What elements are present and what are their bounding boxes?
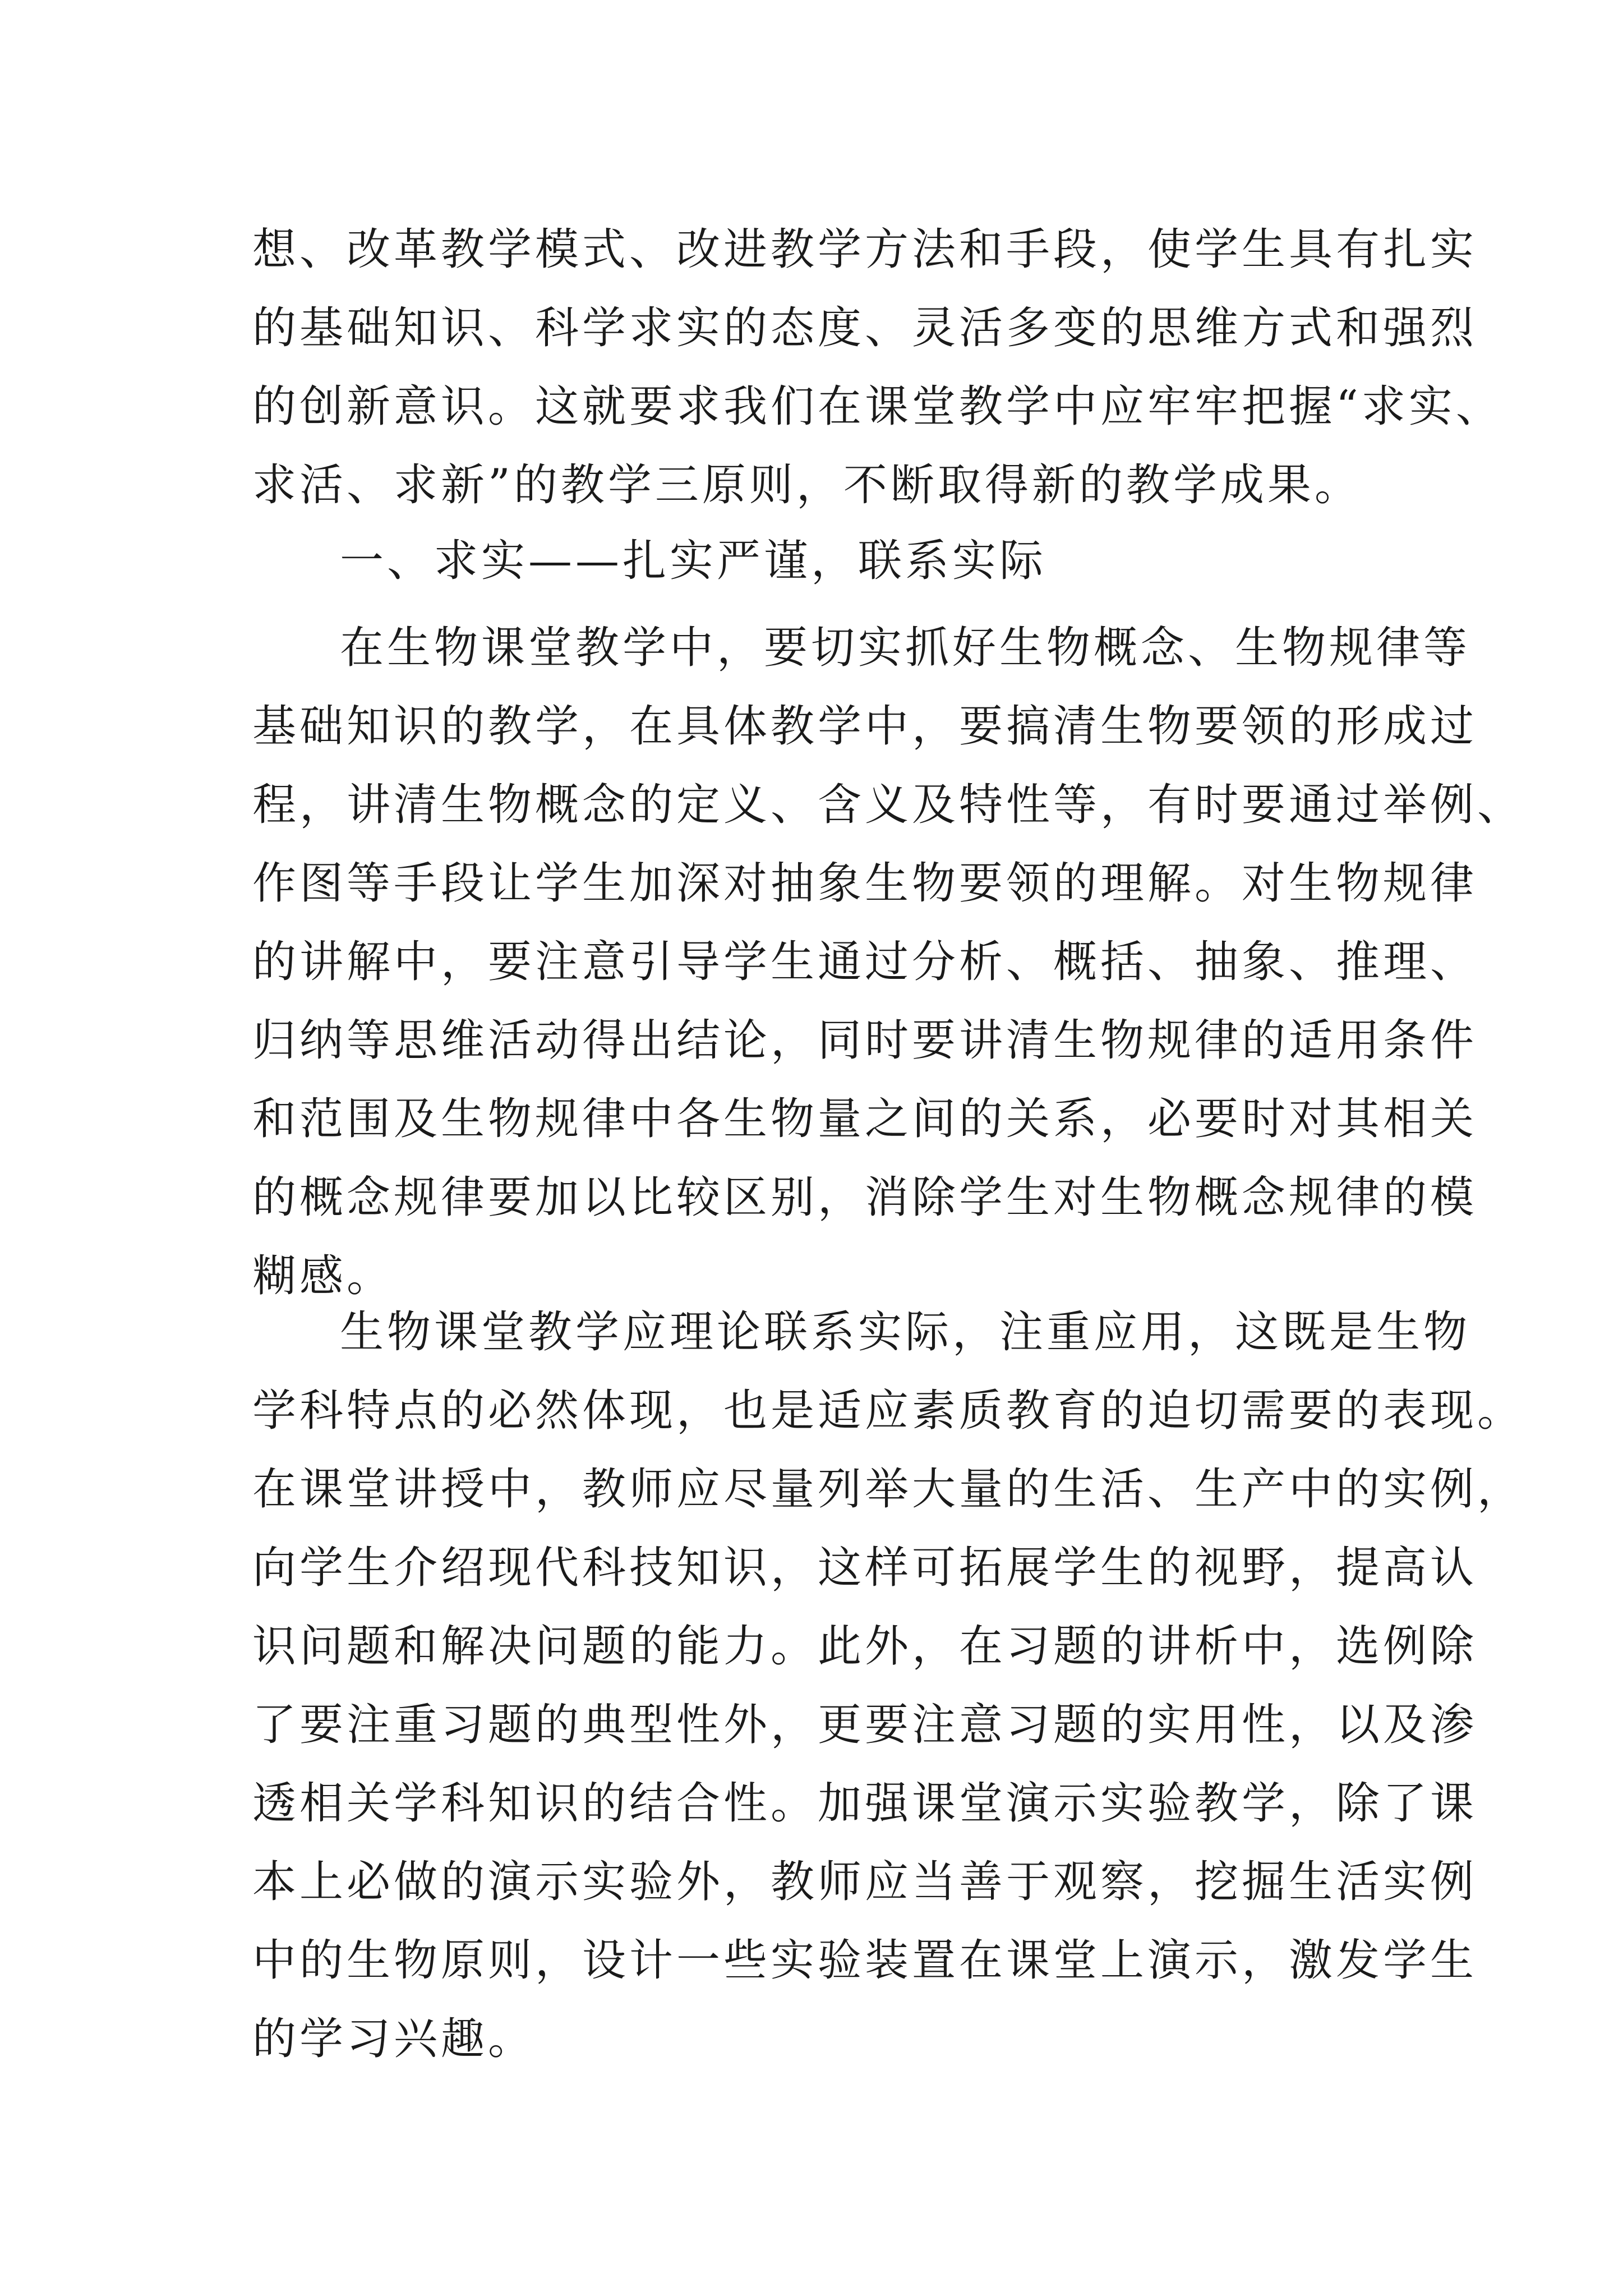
text-line: 归纳等思维活动得出结论，同时要讲清生物规律的适用条件 (252, 1015, 1478, 1066)
text-line: 的创新意识。这就要求我们在课堂教学中应牢牢把握“求实、 (252, 381, 1503, 432)
heading-text: 一、求实——扎实严谨，联系实际 (340, 536, 1047, 586)
paragraph-intro (252, 210, 1503, 524)
text-line: 的讲解中，要注意引导学生通过分析、概括、抽象、推理、 (252, 937, 1478, 987)
text-line: 求活、求新”的教学三原则，不断取得新的教学成果。 (252, 460, 1362, 510)
text-line: 和范围及生物规律中各生物量之间的关系，必要时对其相关 (252, 1094, 1478, 1144)
text-line: 识问题和解决问题的能力。此外，在习题的讲析中，选例除 (252, 1621, 1478, 1672)
text-line: 程，讲清生物概念的定义、含义及特性等，有时要通过举例、 (252, 780, 1525, 830)
text-line: 在生物课堂教学中，要切实抓好生物概念、生物规律等 (340, 623, 1471, 673)
text-line: 向学生介绍现代科技知识，这样可拓展学生的视野，提高认 (252, 1543, 1478, 1593)
text-line: 透相关学科知识的结合性。加强课堂演示实验教学，除了课 (252, 1778, 1478, 1829)
text-line: 的学习兴趣。 (252, 2014, 536, 2064)
text-line: 学科特点的必然体现，也是适应素质教育的迫切需要的表现。 (252, 1386, 1525, 1436)
text-line: 糊感。 (252, 1251, 394, 1301)
text-line: 基础知识的教学，在具体教学中，要搞清生物要领的形成过 (252, 701, 1478, 752)
text-line: 中的生物原则，设计一些实验装置在课堂上演示，激发学生 (252, 1935, 1478, 1986)
text-line: 想、改革教学模式、改进教学方法和手段，使学生具有扎实 (252, 224, 1478, 275)
paragraph-concepts (252, 609, 1525, 1315)
text-line: 作图等手段让学生加深对抽象生物要领的理解。对生物规律 (252, 858, 1478, 909)
text-line: 生物课堂教学应理论联系实际，注重应用，这既是生物 (340, 1307, 1471, 1358)
section-heading (252, 522, 1391, 600)
paragraph-application (252, 1293, 1525, 2078)
text-line: 本上必做的演示实验外，教师应当善于观察，挖掘生活实例 (252, 1857, 1478, 1907)
text-line: 了要注重习题的典型性外，更要注意习题的实用性，以及渗 (252, 1700, 1478, 1750)
text-line: 的基础知识、科学求实的态度、灵活多变的思维方式和强烈 (252, 303, 1478, 353)
text-line: 在课堂讲授中，教师应尽量列举大量的生活、生产中的实例， (252, 1464, 1525, 1515)
text-line: 的概念规律要加以比较区别，消除学生对生物概念规律的模 (252, 1172, 1478, 1223)
